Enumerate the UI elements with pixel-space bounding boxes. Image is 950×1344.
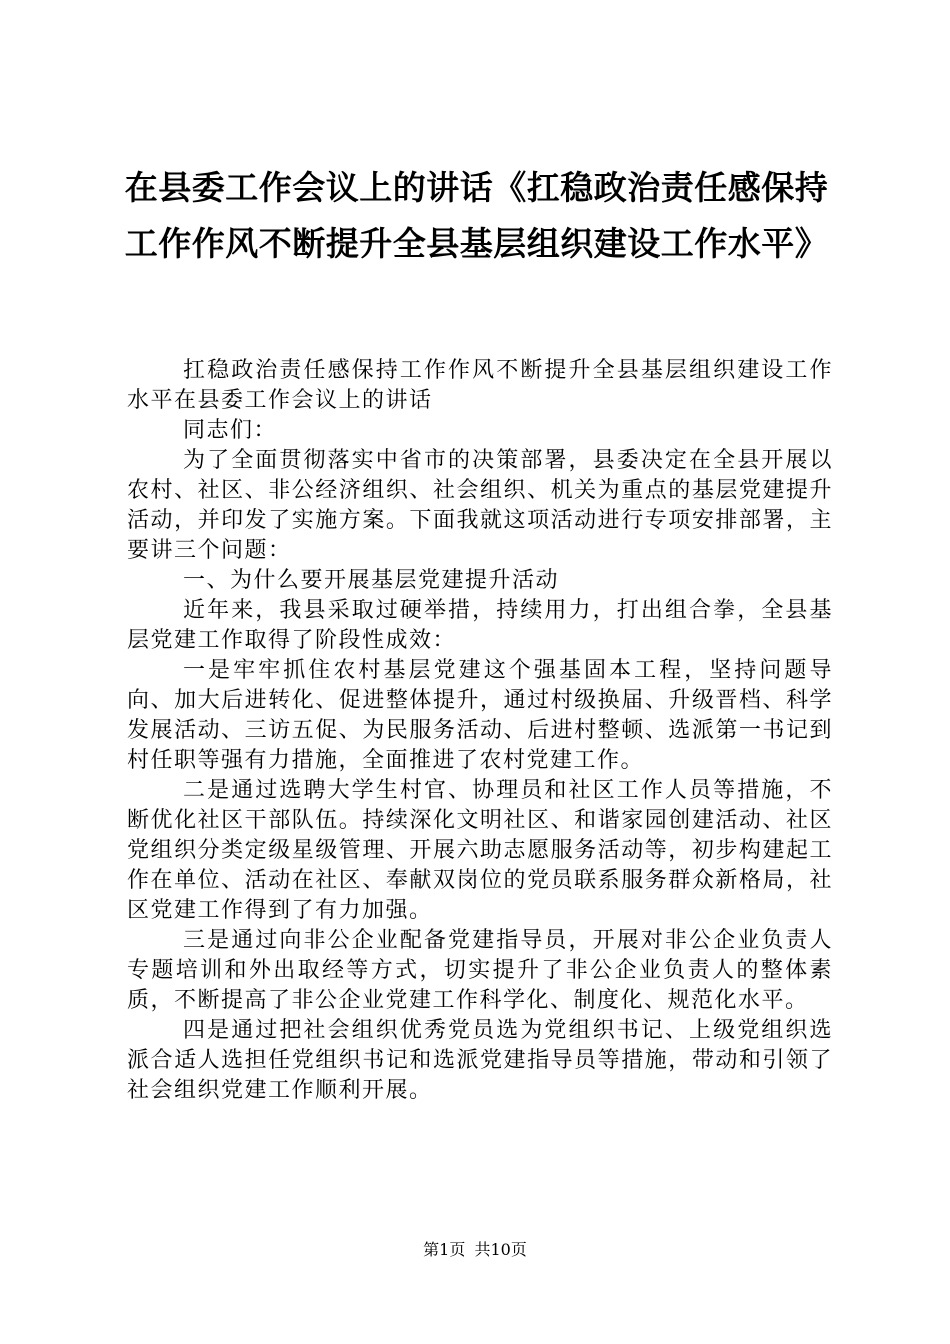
page-number: 第1页 [423, 1240, 466, 1259]
paragraph-point-1: 一是牢牢抓住农村基层党建这个强基固本工程，坚持问题导向、加大后进转化、促进整体提升，通过村级换届、升级晋档、科学发展活动、三访五促、为民服务活动、后进村整顿、选派第一书记到村任职等强有力措施，全面推进了农村党建工作。 [127, 658, 833, 773]
paragraph-point-2: 二是通过选聘大学生村官、协理员和社区工作人员等措施，不断优化社区干部队伍。持续深化文明社区、和谐家园创建活动、社区党组织分类定级星级管理、开展六助志愿服务活动等，初步构建起工作在单位、活动在社区、奉献双岗位的党员联系服务群众新格局，社区党建工作得到了有力加强。 [127, 778, 833, 923]
paragraph-intro-title: 扛稳政治责任感保持工作作风不断提升全县基层组织建设工作水平在县委工作会议上的讲话 [127, 358, 833, 413]
paragraph-salutation: 同志们： [183, 418, 278, 443]
page-footer [0, 1240, 950, 1260]
document-title: 在县委工作会议上的讲话《扛稳政治责任感保持工作作风不断提升全县基层组织建设工作水平》 [124, 168, 829, 263]
paragraph-achievements-intro: 近年来，我县采取过硬举措，持续用力，打出组合拳，全县基层党建工作取得了阶段性成效： [127, 598, 833, 653]
paragraph-purpose: 为了全面贯彻落实中省市的决策部署，县委决定在全县开展以农村、社区、非公经济组织、社会组织、机关为重点的基层党建提升活动，并印发了实施方案。下面我就这项活动进行专项安排部署，主要讲三个问题： [127, 448, 833, 563]
paragraph-point-3: 三是通过向非公企业配备党建指导员，开展对非公企业负责人专题培训和外出取经等方式，切实提升了非公企业负责人的整体素质，不断提高了非公企业党建工作科学化、制度化、规范化水平。 [127, 928, 833, 1013]
paragraph-point-4: 四是通过把社会组织优秀党员选为党组织书记、上级党组织选派合适人选担任党组织书记和选派党建指导员等措施，带动和引领了社会组织党建工作顺利开展。 [127, 1018, 833, 1103]
page-total: 共10页 [474, 1240, 527, 1259]
section-heading-1: 一、为什么要开展基层党建提升活动 [183, 568, 560, 593]
document-body [127, 356, 833, 1106]
